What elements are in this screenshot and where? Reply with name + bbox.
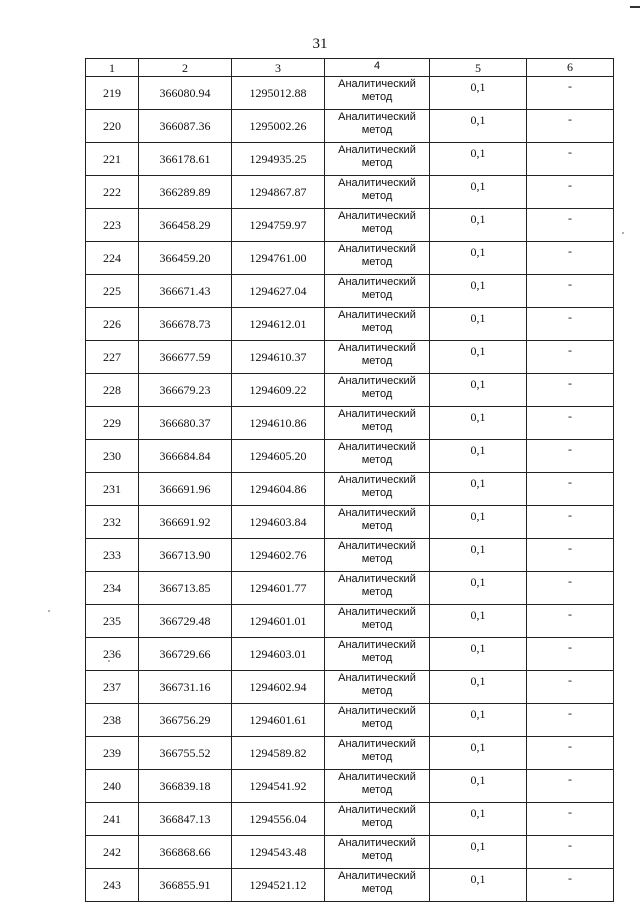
method-line-1: Аналитический bbox=[338, 540, 416, 552]
precision-cell: 0,1 bbox=[430, 440, 527, 473]
point-number-cell: 239 bbox=[86, 737, 139, 770]
note-cell: - bbox=[527, 539, 614, 572]
method-line-2: метод bbox=[361, 784, 393, 796]
method-line-1: Аналитический bbox=[338, 738, 416, 750]
method-line-2: метод bbox=[361, 487, 393, 499]
table-row bbox=[86, 572, 614, 605]
method-line-1: Аналитический bbox=[338, 837, 416, 849]
table-row bbox=[86, 836, 614, 869]
note-cell: - bbox=[527, 506, 614, 539]
y-coordinate-cell: 1295002.26 bbox=[232, 110, 325, 143]
method-line-1: Аналитический bbox=[338, 870, 416, 882]
note-cell: - bbox=[527, 836, 614, 869]
table-row bbox=[86, 407, 614, 440]
method-cell bbox=[325, 209, 430, 242]
method-cell bbox=[325, 440, 430, 473]
x-coordinate-cell: 366756.29 bbox=[139, 704, 232, 737]
header-cell-1: 1 bbox=[86, 59, 139, 77]
point-number-cell: 231 bbox=[86, 473, 139, 506]
method-line-2: метод bbox=[361, 619, 393, 631]
y-coordinate-cell: 1294867.87 bbox=[232, 176, 325, 209]
method-cell bbox=[325, 671, 430, 704]
precision-cell: 0,1 bbox=[430, 473, 527, 506]
table-row bbox=[86, 473, 614, 506]
point-number-cell: 229 bbox=[86, 407, 139, 440]
note-cell: - bbox=[527, 242, 614, 275]
table-row bbox=[86, 110, 614, 143]
table-row bbox=[86, 671, 614, 704]
point-number-cell: 241 bbox=[86, 803, 139, 836]
method-line-2: метод bbox=[361, 553, 393, 565]
scan-speck bbox=[622, 232, 624, 234]
table-row bbox=[86, 77, 614, 110]
point-number-cell: 227 bbox=[86, 341, 139, 374]
method-line-1: Аналитический bbox=[338, 441, 416, 453]
scan-speck bbox=[48, 610, 50, 612]
method-line-2: метод bbox=[361, 190, 393, 202]
note-cell: - bbox=[527, 440, 614, 473]
table-row bbox=[86, 374, 614, 407]
table-row bbox=[86, 770, 614, 803]
method-cell bbox=[325, 77, 430, 110]
x-coordinate-cell: 366755.52 bbox=[139, 737, 232, 770]
method-line-1: Аналитический bbox=[338, 342, 416, 354]
y-coordinate-cell: 1294605.20 bbox=[232, 440, 325, 473]
method-cell bbox=[325, 473, 430, 506]
precision-cell: 0,1 bbox=[430, 341, 527, 374]
point-number-cell: 228 bbox=[86, 374, 139, 407]
note-cell: - bbox=[527, 77, 614, 110]
scan-corner-mark bbox=[630, 6, 640, 8]
y-coordinate-cell: 1294627.04 bbox=[232, 275, 325, 308]
method-line-2: метод bbox=[361, 388, 393, 400]
precision-cell: 0,1 bbox=[430, 836, 527, 869]
note-cell: - bbox=[527, 671, 614, 704]
method-line-1: Аналитический bbox=[338, 375, 416, 387]
table-row bbox=[86, 539, 614, 572]
x-coordinate-cell: 366680.37 bbox=[139, 407, 232, 440]
method-cell bbox=[325, 605, 430, 638]
note-cell: - bbox=[527, 110, 614, 143]
precision-cell: 0,1 bbox=[430, 209, 527, 242]
table-header bbox=[86, 59, 614, 77]
page-number: 31 bbox=[312, 36, 328, 52]
y-coordinate-cell: 1294601.01 bbox=[232, 605, 325, 638]
point-number-cell: 236 bbox=[86, 638, 139, 671]
method-cell bbox=[325, 275, 430, 308]
precision-cell: 0,1 bbox=[430, 605, 527, 638]
coordinates-table bbox=[85, 58, 614, 902]
note-cell: - bbox=[527, 209, 614, 242]
point-number-cell: 230 bbox=[86, 440, 139, 473]
header-cell-2: 2 bbox=[139, 59, 232, 77]
header-cell-3: 3 bbox=[232, 59, 325, 77]
x-coordinate-cell: 366087.36 bbox=[139, 110, 232, 143]
method-line-1: Аналитический bbox=[338, 309, 416, 321]
y-coordinate-cell: 1294759.97 bbox=[232, 209, 325, 242]
precision-cell: 0,1 bbox=[430, 704, 527, 737]
table-row bbox=[86, 803, 614, 836]
point-number-cell: 243 bbox=[86, 869, 139, 902]
method-line-1: Аналитический bbox=[338, 243, 416, 255]
point-number-cell: 242 bbox=[86, 836, 139, 869]
y-coordinate-cell: 1294541.92 bbox=[232, 770, 325, 803]
x-coordinate-cell: 366713.90 bbox=[139, 539, 232, 572]
precision-cell: 0,1 bbox=[430, 308, 527, 341]
x-coordinate-cell: 366868.66 bbox=[139, 836, 232, 869]
method-cell bbox=[325, 374, 430, 407]
y-coordinate-cell: 1294603.84 bbox=[232, 506, 325, 539]
note-cell: - bbox=[527, 374, 614, 407]
table-row bbox=[86, 704, 614, 737]
method-line-2: метод bbox=[361, 718, 393, 730]
header-cell-6: 6 bbox=[527, 59, 614, 77]
table-row bbox=[86, 275, 614, 308]
precision-cell: 0,1 bbox=[430, 275, 527, 308]
note-cell: - bbox=[527, 869, 614, 902]
precision-cell: 0,1 bbox=[430, 638, 527, 671]
method-cell bbox=[325, 704, 430, 737]
precision-cell: 0,1 bbox=[430, 407, 527, 440]
method-cell bbox=[325, 803, 430, 836]
y-coordinate-cell: 1294610.37 bbox=[232, 341, 325, 374]
point-number-cell: 222 bbox=[86, 176, 139, 209]
method-line-2: метод bbox=[361, 883, 393, 895]
method-line-1: Аналитический bbox=[338, 177, 416, 189]
method-line-1: Аналитический bbox=[338, 771, 416, 783]
method-cell bbox=[325, 869, 430, 902]
y-coordinate-cell: 1294603.01 bbox=[232, 638, 325, 671]
note-cell: - bbox=[527, 341, 614, 374]
x-coordinate-cell: 366855.91 bbox=[139, 869, 232, 902]
point-number-cell: 224 bbox=[86, 242, 139, 275]
method-cell bbox=[325, 341, 430, 374]
method-line-1: Аналитический bbox=[338, 804, 416, 816]
precision-cell: 0,1 bbox=[430, 803, 527, 836]
method-cell bbox=[325, 308, 430, 341]
table-row bbox=[86, 242, 614, 275]
point-number-cell: 240 bbox=[86, 770, 139, 803]
y-coordinate-cell: 1294589.82 bbox=[232, 737, 325, 770]
method-line-2: метод bbox=[361, 652, 393, 664]
x-coordinate-cell: 366684.84 bbox=[139, 440, 232, 473]
note-cell: - bbox=[527, 407, 614, 440]
note-cell: - bbox=[527, 704, 614, 737]
method-line-2: метод bbox=[361, 421, 393, 433]
x-coordinate-cell: 366847.13 bbox=[139, 803, 232, 836]
y-coordinate-cell: 1295012.88 bbox=[232, 77, 325, 110]
y-coordinate-cell: 1294543.48 bbox=[232, 836, 325, 869]
method-line-2: метод bbox=[361, 751, 393, 763]
x-coordinate-cell: 366178.61 bbox=[139, 143, 232, 176]
table-row bbox=[86, 506, 614, 539]
x-coordinate-cell: 366691.96 bbox=[139, 473, 232, 506]
table-row bbox=[86, 308, 614, 341]
x-coordinate-cell: 366677.59 bbox=[139, 341, 232, 374]
method-cell bbox=[325, 407, 430, 440]
table-row bbox=[86, 440, 614, 473]
point-number-cell: 219 bbox=[86, 77, 139, 110]
method-line-2: метод bbox=[361, 520, 393, 532]
x-coordinate-cell: 366459.20 bbox=[139, 242, 232, 275]
precision-cell: 0,1 bbox=[430, 539, 527, 572]
method-cell bbox=[325, 110, 430, 143]
x-coordinate-cell: 366713.85 bbox=[139, 572, 232, 605]
point-number-cell: 238 bbox=[86, 704, 139, 737]
method-line-2: метод bbox=[361, 322, 393, 334]
header-cell-5: 5 bbox=[430, 59, 527, 77]
table-row bbox=[86, 209, 614, 242]
table-body bbox=[86, 77, 614, 902]
method-cell bbox=[325, 539, 430, 572]
method-cell bbox=[325, 506, 430, 539]
precision-cell: 0,1 bbox=[430, 176, 527, 209]
note-cell: - bbox=[527, 143, 614, 176]
x-coordinate-cell: 366679.23 bbox=[139, 374, 232, 407]
method-line-1: Аналитический bbox=[338, 408, 416, 420]
table-header-row bbox=[86, 59, 614, 77]
precision-cell: 0,1 bbox=[430, 242, 527, 275]
method-line-2: метод bbox=[361, 454, 393, 466]
table-row bbox=[86, 176, 614, 209]
point-number-cell: 237 bbox=[86, 671, 139, 704]
x-coordinate-cell: 366080.94 bbox=[139, 77, 232, 110]
precision-cell: 0,1 bbox=[430, 77, 527, 110]
y-coordinate-cell: 1294601.77 bbox=[232, 572, 325, 605]
method-cell bbox=[325, 176, 430, 209]
table-row bbox=[86, 341, 614, 374]
method-cell bbox=[325, 143, 430, 176]
method-line-2: метод bbox=[361, 355, 393, 367]
point-number-cell: 233 bbox=[86, 539, 139, 572]
table-row bbox=[86, 869, 614, 902]
x-coordinate-cell: 366678.73 bbox=[139, 308, 232, 341]
precision-cell: 0,1 bbox=[430, 110, 527, 143]
point-number-cell: 225 bbox=[86, 275, 139, 308]
note-cell: - bbox=[527, 638, 614, 671]
y-coordinate-cell: 1294604.86 bbox=[232, 473, 325, 506]
method-line-2: метод bbox=[361, 685, 393, 697]
method-line-1: Аналитический bbox=[338, 210, 416, 222]
note-cell: - bbox=[527, 770, 614, 803]
method-cell bbox=[325, 242, 430, 275]
y-coordinate-cell: 1294612.01 bbox=[232, 308, 325, 341]
y-coordinate-cell: 1294602.94 bbox=[232, 671, 325, 704]
y-coordinate-cell: 1294935.25 bbox=[232, 143, 325, 176]
x-coordinate-cell: 366289.89 bbox=[139, 176, 232, 209]
method-line-1: Аналитический bbox=[338, 507, 416, 519]
note-cell: - bbox=[527, 803, 614, 836]
note-cell: - bbox=[527, 605, 614, 638]
note-cell: - bbox=[527, 572, 614, 605]
note-cell: - bbox=[527, 737, 614, 770]
table-row bbox=[86, 638, 614, 671]
note-cell: - bbox=[527, 176, 614, 209]
method-line-1: Аналитический bbox=[338, 672, 416, 684]
x-coordinate-cell: 366671.43 bbox=[139, 275, 232, 308]
point-number-cell: 234 bbox=[86, 572, 139, 605]
precision-cell: 0,1 bbox=[430, 869, 527, 902]
method-line-1: Аналитический bbox=[338, 606, 416, 618]
y-coordinate-cell: 1294556.04 bbox=[232, 803, 325, 836]
method-line-2: метод bbox=[361, 157, 393, 169]
method-cell bbox=[325, 572, 430, 605]
method-line-2: метод bbox=[361, 817, 393, 829]
point-number-cell: 223 bbox=[86, 209, 139, 242]
point-number-cell: 221 bbox=[86, 143, 139, 176]
method-line-1: Аналитический bbox=[338, 474, 416, 486]
method-line-1: Аналитический bbox=[338, 573, 416, 585]
note-cell: - bbox=[527, 308, 614, 341]
method-line-1: Аналитический bbox=[338, 276, 416, 288]
method-line-2: метод bbox=[361, 256, 393, 268]
x-coordinate-cell: 366729.66 bbox=[139, 638, 232, 671]
method-line-2: метод bbox=[361, 586, 393, 598]
method-cell bbox=[325, 770, 430, 803]
y-coordinate-cell: 1294610.86 bbox=[232, 407, 325, 440]
table-row bbox=[86, 143, 614, 176]
precision-cell: 0,1 bbox=[430, 572, 527, 605]
x-coordinate-cell: 366731.16 bbox=[139, 671, 232, 704]
method-cell bbox=[325, 737, 430, 770]
method-line-1: Аналитический bbox=[338, 639, 416, 651]
x-coordinate-cell: 366458.29 bbox=[139, 209, 232, 242]
precision-cell: 0,1 bbox=[430, 770, 527, 803]
y-coordinate-cell: 1294602.76 bbox=[232, 539, 325, 572]
table-row bbox=[86, 605, 614, 638]
y-coordinate-cell: 1294761.00 bbox=[232, 242, 325, 275]
y-coordinate-cell: 1294609.22 bbox=[232, 374, 325, 407]
method-line-1: Аналитический bbox=[338, 111, 416, 123]
point-number-cell: 220 bbox=[86, 110, 139, 143]
x-coordinate-cell: 366729.48 bbox=[139, 605, 232, 638]
method-line-2: метод bbox=[361, 850, 393, 862]
table-row bbox=[86, 737, 614, 770]
method-line-1: Аналитический bbox=[338, 705, 416, 717]
point-number-cell: 232 bbox=[86, 506, 139, 539]
method-line-1: Аналитический bbox=[338, 144, 416, 156]
point-number-cell: 235 bbox=[86, 605, 139, 638]
precision-cell: 0,1 bbox=[430, 143, 527, 176]
x-coordinate-cell: 366691.92 bbox=[139, 506, 232, 539]
precision-cell: 0,1 bbox=[430, 506, 527, 539]
note-cell: - bbox=[527, 275, 614, 308]
header-cell-4: 4 bbox=[325, 59, 430, 77]
method-line-2: метод bbox=[361, 289, 393, 301]
method-line-2: метод bbox=[361, 91, 393, 103]
precision-cell: 0,1 bbox=[430, 737, 527, 770]
method-cell bbox=[325, 638, 430, 671]
precision-cell: 0,1 bbox=[430, 374, 527, 407]
method-line-2: метод bbox=[361, 124, 393, 136]
point-number-cell: 226 bbox=[86, 308, 139, 341]
note-cell: - bbox=[527, 473, 614, 506]
y-coordinate-cell: 1294521.12 bbox=[232, 869, 325, 902]
y-coordinate-cell: 1294601.61 bbox=[232, 704, 325, 737]
method-line-2: метод bbox=[361, 223, 393, 235]
method-cell bbox=[325, 836, 430, 869]
method-line-1: Аналитический bbox=[338, 78, 416, 90]
precision-cell: 0,1 bbox=[430, 671, 527, 704]
x-coordinate-cell: 366839.18 bbox=[139, 770, 232, 803]
